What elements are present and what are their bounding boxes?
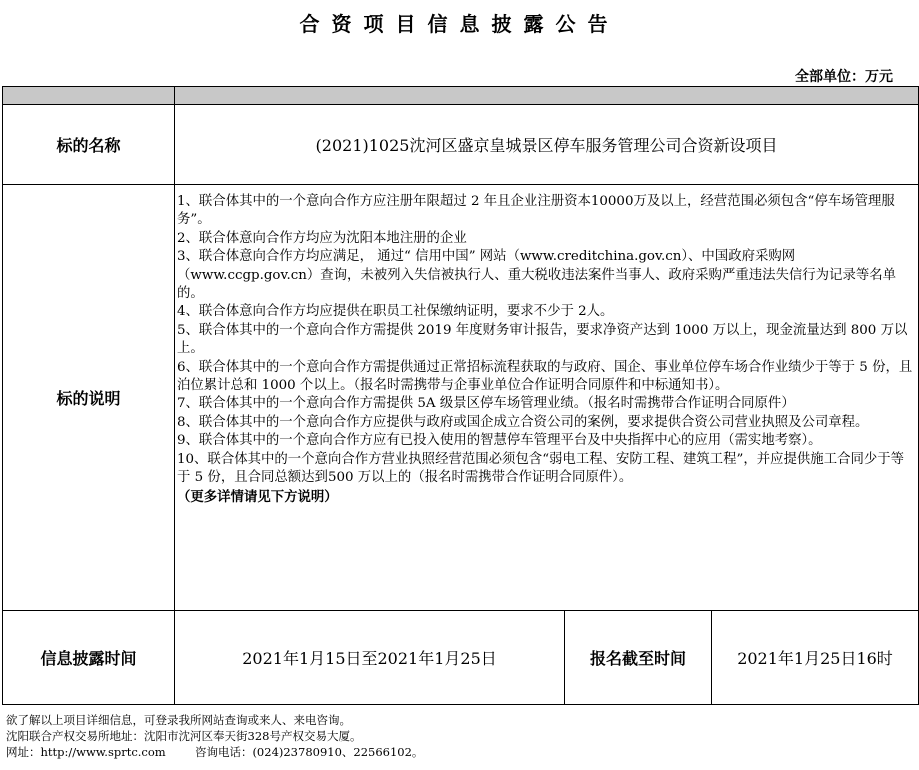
desc-content [175,185,919,611]
name-label: 标的名称 [3,105,175,185]
desc-item: 2、联合体意向合作方均应为沈阳本地注册的企业 [177,230,467,246]
desc-item: 3、联合体意向合作方均应满足， 通过“ 信用中国” 网站（www.creditchina.gov.cn）、中国政府采购网（www.ccgp.gov.cn）查询，未被列入失信被执行人、重大税收违法案件当事人、政府采购严重违法失信行为记录等名单的。 [177,249,897,302]
header-cell-left [3,87,175,105]
desc-more-note: （更多详情请见下方说明） [177,488,338,505]
header-cell-right [175,87,919,105]
footer-line: 网址：http://www.sprtc.com 咨询电话：(024)23780910、22566102。 [6,745,424,759]
page-title: 合资项目信息披露公告 [299,12,620,36]
desc-item: 6、联合体其中的一个意向合作方需提供通过正常招标流程获取的与政府、国企、事业单位停车场合作业绩少于等于 5 份，且泊位累计总和 1000 个以上。（报名时需携带与企事业单位合作证明合同原件和中标通知书）。 [177,359,913,394]
deadline-value: 2021年1月25日16时 [712,611,919,705]
unit-note: 全部单位：万元 [795,69,893,85]
desc-item: 7、联合体其中的一个意向合作方需提供 5A 级景区停车场管理业绩。（报名时需携带合作证明合同原件） [177,396,795,412]
disclose-label: 信息披露时间 [3,611,175,705]
footer-line: 欲了解以上项目详细信息，可登录我所网站查询或来人、来电咨询。 [6,713,351,727]
desc-item: 4、联合体意向合作方均应提供在职员工社保缴纳证明，要求不少于 2人。 [177,304,614,320]
row-desc [3,185,919,611]
table-header-band [3,87,919,105]
name-value: (2021)1025沈河区盛京皇城景区停车服务管理公司合资新设项目 [175,105,919,185]
desc-item: 10、联合体其中的一个意向合作方营业执照经营范围必须包含“弱电工程、安防工程、建筑工程”，并应提供施工合同少于等于 5 份，且合同总额达到500 万以上的（报名时需携带合作证明合同原件）。 [177,451,905,486]
disclosure-table [2,86,919,705]
desc-label: 标的说明 [3,185,175,611]
deadline-label: 报名截至时间 [565,611,712,705]
row-time [3,611,919,705]
footer-line: 沈阳联合产权交易所地址：沈阳市沈河区奉天街328号产权交易大厦。 [6,729,362,743]
desc-item: 1、联合体其中的一个意向合作方应注册年限超过 2 年且企业注册资本10000万及以上，经营范围必须包含“停车场管理服务”。 [177,194,895,228]
desc-item: 9、联合体其中的一个意向合作方应有已投入使用的智慧停车管理平台及中央指挥中心的应用（需实地考察）。 [177,433,822,449]
desc-item: 5、联合体其中的一个意向合作方需提供 2019 年度财务审计报告，要求净资产达到 1000 万以上，现金流量达到 800 万以上。 [177,322,908,357]
row-name [3,105,919,185]
disclose-value: 2021年1月15日至2021年1月25日 [175,611,565,705]
footer-notes [6,712,423,760]
desc-item: 8、联合体其中的一个意向合作方应提供与政府或国企成立合资公司的案例，要求提供合资公司营业执照及公司章程。 [177,414,869,430]
